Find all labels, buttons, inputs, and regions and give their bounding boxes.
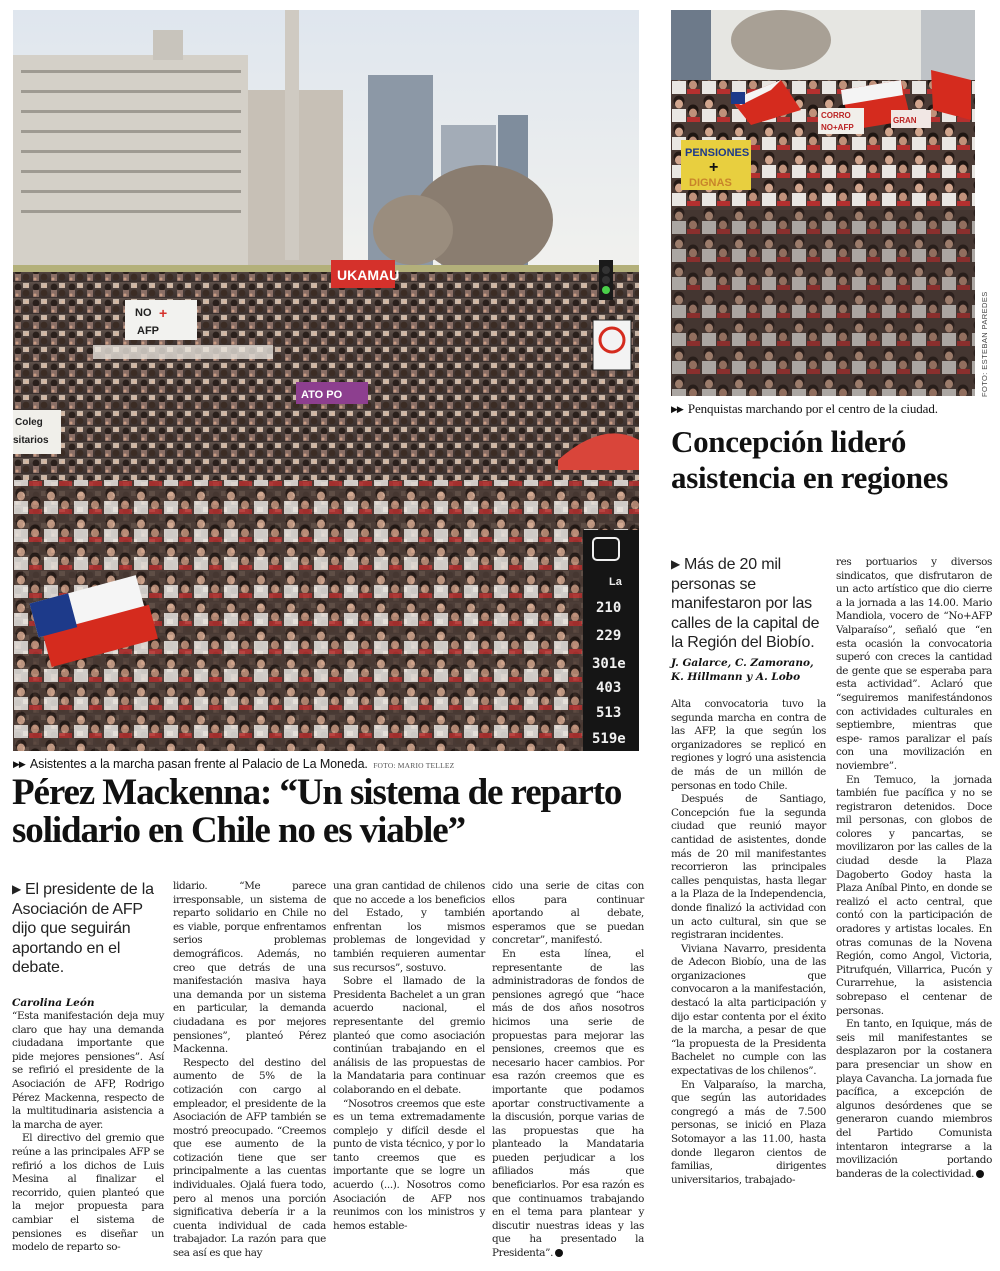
main-photo-caption [13, 757, 454, 771]
paragraph: una gran cantidad de chilenos que no accede a los beneficios del Estado, y también enfrentan los mismos problemas de longevidad y también requieren aumentar sus recursos”, sostuvo. [333, 880, 485, 974]
double-arrow-icon: ▶▶ [13, 759, 25, 769]
main-headline: Pérez Mackenna: “Un sistema de reparto solidario en Chile no es viable” [12, 772, 622, 851]
paragraph: Alta convocatoria tuvo la segunda marcha en contra de las AFP, la que según los organizadores se replicó en regiones y logró una asistencia de más de un millón de personas en todo Chile. [671, 698, 826, 792]
side-lead [671, 555, 826, 653]
paragraph: Sobre el llamado de la Presidenta Bachelet a un gran acuerdo nacional, el representante del gremio planteó que como asociación continúan trabajando en el análisis de las propuestas de la Mandataria para continuar colaborando en el debate. [333, 975, 485, 1096]
paragraph-text: En tanto, en Iquique, más de seis mil manifestantes se desplazaron por la costanera para presenciar un show en playa Cavancha. La jornada fue pacífica, a excepción de algunos desórdenes que se generaron cuando miembros del Partido Comunista intentaron integrarse a la movilización portando banderas de la colectividad. [836, 1018, 992, 1180]
svg-text:+: + [159, 305, 168, 321]
svg-text:DIGNAS: DIGNAS [689, 177, 732, 189]
side-photo-caption [671, 401, 938, 417]
paragraph: cido una serie de citas con ellos para continuar aportando al debate, esperamos que se puedan concretar”, manifestó. [492, 880, 644, 947]
paragraph: El directivo del gremio que reúne a las principales AFP se refirió a los dichos de Luis Mesina al finalizar el recorrido, quien planteó que la mejor propuesta para cambiar el sistema de pensiones es diseñar un modelo de reparto so- [12, 1132, 164, 1254]
main-body-column-1 [12, 1010, 164, 1255]
bus-route-229: 229 [596, 628, 622, 644]
paragraph: En Temuco, la jornada también fue pacífica y no se registraron detenidos. Doce mil personas, con globos de colores y pancartas, se movilizaron por las calles de la ciudad desde la Plaza Dagoberto Godoy hasta la Plaza Aníbal Pinto, en donde se realizó el acto central, que contó con la participación de oradores y artistas locales. En otras comunas de la Novena Región, como Angol, Victoria, Pitrufquén, Villarrica, Pucón y Curarrehue, la asistencia sobrepaso el centenar de personas. [836, 773, 992, 1017]
main-lead-text: El presidente de la Asociación de AFP dijo que seguirán aportando en el debate. [12, 881, 154, 976]
svg-text:NO+AFP: NO+AFP [821, 123, 854, 132]
main-body-column-4 [492, 880, 644, 1261]
svg-text:AFP: AFP [137, 325, 159, 337]
bus-route-301e: 301e [592, 656, 626, 672]
svg-text:CORRO: CORRO [821, 111, 851, 120]
bus-route-210: 210 [596, 600, 622, 616]
main-caption-text: Asistentes a la marcha pasan frente al Palacio de La Moneda. [29, 757, 368, 771]
side-body-column-1 [671, 698, 826, 1187]
paragraph: lidario. “Me parece irresponsable, un sistema de reparto solidario en Chile no es viable, porque enfrentamos serios problemas demográficos. Además, no creo que detrás de una manifestación masiva haya una demanda por un sistema en particular, la demanda ciudadana es por mejores pensiones”, planteó Pérez Mackenna. [173, 880, 326, 1056]
main-photo-credit: FOTO: MARIO TELLEZ [373, 761, 455, 770]
paragraph-text: En esta línea, el representante de las administradoras de fondos de pensiones agregó que “hace más de dos años nosotros hicimos una serie de propuestas para mejorar las pensiones, creemos que es necesario hacer cambios. Por esa razón creemos que es importante que podamos aportar constructivamente a la discusión, porque varias de las propuestas que ha planteado la Mandataria pueden perjudicar a los afiliados más que beneficiarlos. Por esa razón es que continuamos trabajando en el tema para plantear y discutir nuestras ideas y las que ha presentado la Presidenta”. [492, 947, 644, 1260]
svg-text:UKAMAU: UKAMAU [337, 267, 400, 283]
paragraph: res portuarios y diversos sindicatos, que disfrutaron de un acto artístico que dio cierre a la jornada a las 14.00. Mario Mandiola, vocero de “No+AFP Valparaíso”, señaló que “en esta ocasión la convocatoria superó con creces la cantidad de gente que se esperaba para esta actividad”. Aclaró que “seguiremos manifestándonos con actividades culturales en septiembre, mientras que espe- ramos paralizar el país con una movilización en noviembre”. [836, 556, 992, 772]
svg-text:ATO PO: ATO PO [301, 389, 343, 401]
main-lead [12, 880, 162, 978]
main-photo-moneda-march [13, 10, 639, 751]
lead-triangle-icon: ▶ [671, 557, 681, 571]
bus-route-513: 513 [596, 705, 622, 721]
side-photo-illustration [671, 10, 975, 396]
paragraph-last [492, 948, 644, 1261]
svg-text:+: + [709, 159, 719, 176]
svg-text:PENSIONES: PENSIONES [685, 147, 750, 159]
paragraph: “Esta manifestación deja muy claro que hay una demanda ciudadana importante que pide mejores pensiones”. Así se refirió el presidente de la Asociación de AFP, Rodrigo Pérez Mackenna, respecto de la multitudinaria asistencia a la marcha de ayer. [12, 1010, 164, 1131]
bus-route-403: 403 [596, 680, 622, 696]
main-body-column-3 [333, 880, 485, 1233]
paragraph: Después de Santiago, Concepción fue la segunda ciudad que reunió mayor cantidad de asistentes, donde más de 20 mil manifestantes recorrieron las principales calles penquistas, hasta llegar a la Plaza de la Independencia, donde finalizó la actividad con un acto cultural, sin que se registraran incidentes. [671, 793, 826, 942]
side-byline: J. Galarce, C. Zamorano, K. Hillmann y A. Lobo [671, 657, 814, 683]
svg-text:NO: NO [135, 307, 152, 319]
lead-triangle-icon: ▶ [12, 882, 22, 896]
side-lead-text: Más de 20 mil personas se manifestaron por las calles de la capital de la Región del Biobío. [671, 556, 820, 651]
paragraph: Viviana Navarro, presidenta de Adecon Biobío, una de las organizaciones que convocaron a la manifestación, destacó la alta participación y dijo estar contenta por el éxito de la marcha, a pesar de que “la propuesta de la Presidenta Bachelet no cumple con las expectativas de los chilenos”. [671, 942, 826, 1078]
side-photo-concepcion-march [671, 10, 975, 396]
svg-text:sitarios: sitarios [13, 435, 49, 446]
main-photo-illustration [13, 10, 639, 751]
main-body-column-2 [173, 880, 326, 1261]
side-caption-text: Penquistas marchando por el centro de la ciudad. [687, 401, 938, 416]
bus-route-519e: 519e [592, 731, 626, 747]
side-headline: Concepción lideró asistencia en regiones [671, 424, 948, 495]
svg-text:La: La [609, 576, 622, 588]
end-of-article-icon [976, 1170, 984, 1178]
paragraph: Respecto del destino del aumento de 5% de la cotización con cargo al empleador, el presidente de la Asociación de AFP también se mostró preocupado. “Creemos que ese aumento de la cotización tiene que ser principalmente a las cuentas individuales. Ojalá fuera todo, pero al menos una porción significativa debería ir a la cuenta individual de cada trabajador. La razón para que sea así es que hay [173, 1056, 326, 1260]
paragraph: “Nosotros creemos que este es un tema extremadamente complejo y difícil desde el punto de vista técnico, y por lo tanto creemos que es importante que se logre un acuerdo (...). Nosotros como Asociación de AFP nos reunimos con los ministros y hemos estable- [333, 1097, 485, 1232]
svg-text:Coleg: Coleg [15, 417, 43, 428]
end-of-article-icon [555, 1249, 563, 1257]
side-photo-credit: FOTO: ESTEBAN PAREDES [980, 291, 989, 397]
double-arrow-icon: ▶▶ [671, 404, 683, 414]
main-byline: Carolina León [12, 997, 95, 1009]
paragraph-last [836, 1018, 992, 1181]
paragraph: En Valparaíso, la marcha, que según las autoridades congregó a más de 7.500 personas, se inició en Plaza Sotomayor a las 11.00, hasta donde llegaron cientos de familias, dirigentes universitarios, trabajado- [671, 1078, 826, 1186]
side-body-column-2 [836, 556, 992, 1181]
svg-text:GRAN: GRAN [893, 116, 917, 125]
